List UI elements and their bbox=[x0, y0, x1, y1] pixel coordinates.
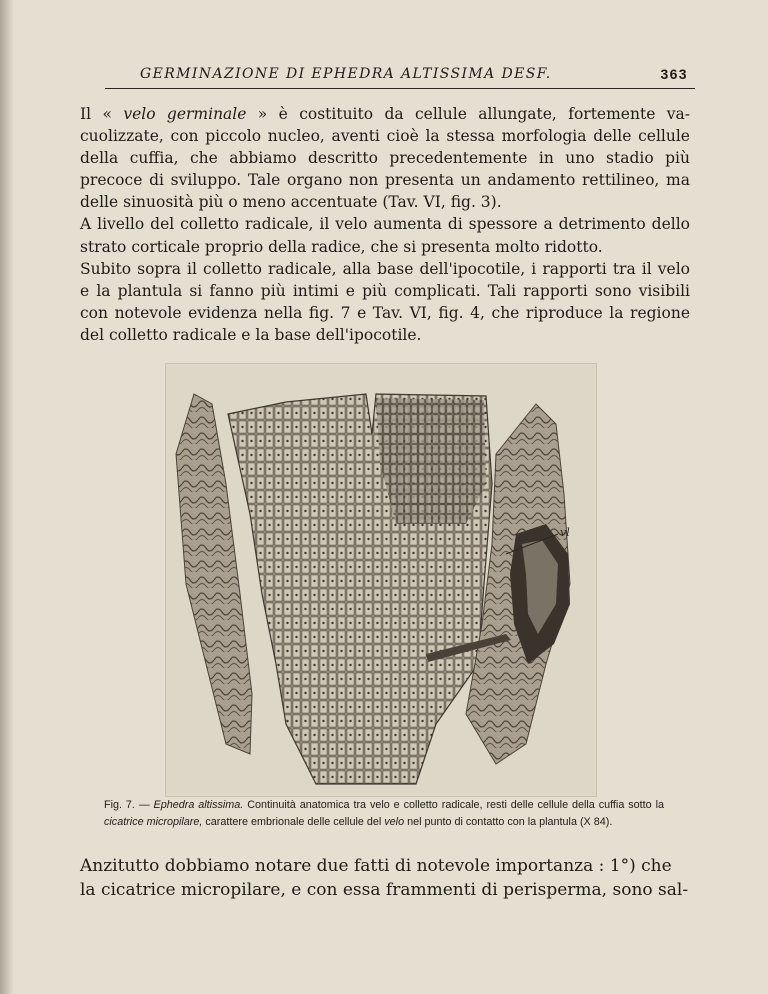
paragraph-2: A livello del colletto radicale, il velo aumenta di spessore a detrimento dello strato corticale proprio della radice, che si presenta molto ridotto. bbox=[80, 215, 690, 256]
paragraph-3: Subito sopra il colletto radicale, alla base dell'ipocotile, i rapporti tra il velo e la plantula si fanno più intimi e più complicati. Tali rapporti sono visibili con notevole evidenza nella fig. 7 e Tav. VI, fig. 4, che riproduce la regione del colletto radicale e la base dell'ipocotile. bbox=[80, 259, 690, 344]
caption-text-3: nel punto di contatto con la plantula (X 84). bbox=[404, 815, 613, 828]
caption-fig: Fig. 7. — bbox=[104, 799, 154, 811]
paragraph-1-rest: » è costituito da cellule allungate, fortemente vacuolizzate, con piccolo nucleo, aventi cioè la stessa morfologia delle cellule della cuffia, che abbiamo descritto precedentemente in uno stadio più precoce di sviluppo. Tale organo non presenta un andamento rettilineo, ma delle sinuosità più o meno accentuate (Tav. VI, fig. 3). bbox=[80, 105, 690, 212]
running-title: GERMINAZIONE DI EPHEDRA ALTISSIMA DESF. bbox=[140, 66, 552, 82]
page-number: 363 bbox=[660, 66, 688, 82]
book-spine-shadow bbox=[0, 0, 14, 994]
caption-species: Ephedra altissima. bbox=[153, 799, 244, 811]
figure-label-vl: vl bbox=[560, 526, 570, 539]
caption-text-2: carattere embrionale delle cellule del bbox=[202, 815, 385, 828]
velo-germinale-term: velo germinale bbox=[123, 105, 247, 123]
body-text bbox=[80, 103, 690, 346]
micrograph-figure bbox=[165, 363, 597, 797]
micrograph-illustration bbox=[166, 364, 596, 796]
paragraph-1-lead: Il « bbox=[80, 105, 124, 123]
caption-term-1: cicatrice micropilare, bbox=[104, 815, 203, 828]
closing-paragraph: Anzitutto dobbiamo notare due fatti di notevole importanza : 1°) che la cicatrice micropilare, e con essa frammenti di perisperma, sono sal- bbox=[80, 856, 689, 900]
caption-text-1: Continuità anatomica tra velo e colletto radicale, resti delle cellule della cuffia sotto la bbox=[243, 799, 664, 811]
paragraph-1 bbox=[80, 103, 690, 213]
figure-caption bbox=[104, 797, 664, 830]
caption-term-2: velo bbox=[384, 815, 405, 828]
header-rule bbox=[105, 88, 695, 89]
